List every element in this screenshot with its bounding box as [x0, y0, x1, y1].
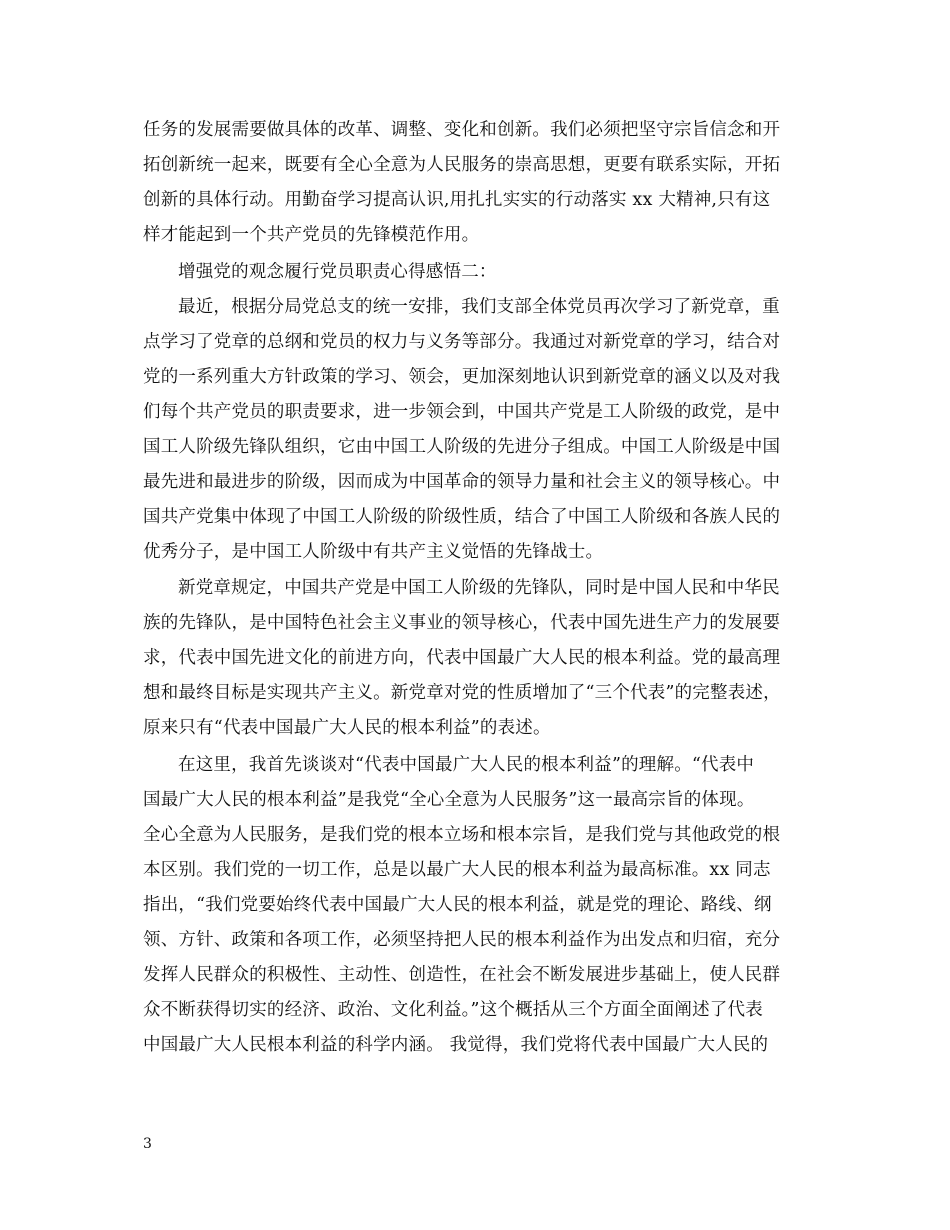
text-line: 党的一系列重大方针政策的学习、领会，更加深刻地认识到新党章的涵义以及对我 — [143, 367, 781, 387]
text-line: 新党章规定，中国共产党是中国工人阶级的先锋队，同时是中国人民和中华民 — [178, 578, 780, 598]
text-line: 中国最广大人民根本利益的科学内涵。 我觉得，我们党将代表中国最广大人民的 — [143, 1035, 769, 1055]
text-line: 最近，根据分局党总支的统一安排，我们支部全体党员再次学习了新党章，重 — [178, 297, 780, 317]
text-line: 族的先锋队，是中国特色社会主义事业的领导核心，代表中国先进生产力的发展要 — [143, 613, 781, 633]
text-line: 国工人阶级先锋队组织，它由中国工人阶级的先进分子组成。中国工人阶级是中国 — [143, 437, 781, 457]
text-line: 点学习了党章的总纲和党员的权力与义务等部分。我通过对新党章的学习，结合对 — [143, 332, 781, 352]
text-line: 求，代表中国先进文化的前进方向，代表中国最广大人民的根本利益。党的最高理 — [143, 648, 781, 668]
text-line: 在这里，我首先谈谈对“代表中国最广大人民的根本利益”的理解。“代表中 — [178, 755, 755, 775]
text-line: 优秀分子，是中国工人阶级中有共产主义觉悟的先锋战士。 — [143, 542, 604, 562]
text-line: 任务的发展需要做具体的改革、调整、变化和创新。我们必须把坚守宗旨信念和开 — [143, 120, 781, 140]
text-line: 指出，“我们党要始终代表中国最广大人民的根本利益，就是党的理论、路线、纲 — [143, 895, 772, 915]
text-line: 拓创新统一起来，既要有全心全意为人民服务的崇高思想，更要有联系实际，开拓 — [143, 155, 781, 175]
text-line: 全心全意为人民服务，是我们党的根本立场和根本宗旨，是我们党与其他政党的根 — [143, 825, 781, 845]
text-line: 众不断获得切实的经济、政治、文化利益。”这个概括从三个方面全面阐述了代表 — [143, 1000, 763, 1020]
text-line: 增强党的观念履行党员职责心得感悟二： — [178, 262, 497, 282]
text-line: 们每个共产党员的职责要求，进一步领会到，中国共产党是工人阶级的政党，是中 — [143, 402, 781, 422]
text-line: 创新的具体行动。用勤奋学习提高认识,用扎扎实实的行动落实 xx 大精神,只有这 — [143, 190, 771, 210]
text-line: 样才能起到一个共产党员的先锋模范作用。 — [143, 225, 480, 245]
text-line: 最先进和最进步的阶级，因而成为中国革命的领导力量和社会主义的领导核心。中 — [143, 472, 781, 492]
text-line: 想和最终目标是实现共产主义。新党章对党的性质增加了“三个代表”的完整表述， — [143, 683, 781, 703]
text-line: 原来只有“代表中国最广大人民的根本利益”的表述。 — [143, 718, 551, 738]
text-line: 国最广大人民的根本利益”是我党“全心全意为人民服务”这一最高宗旨的体现。 — [143, 790, 755, 810]
text-line: 领、方针、政策和各项工作，必须坚持把人民的根本利益作为出发点和归宿，充分 — [143, 930, 781, 950]
text-line: 本区别。我们党的一切工作，总是以最广大人民的根本利益为最高标准。xx 同志 — [143, 860, 771, 880]
page-number: 3 — [143, 1136, 152, 1152]
text-line: 发挥人民群众的积极性、主动性、创造性，在社会不断发展进步基础上，使人民群 — [143, 965, 781, 985]
text-line: 国共产党集中体现了中国工人阶级的阶级性质，结合了中国工人阶级和各族人民的 — [143, 507, 781, 527]
